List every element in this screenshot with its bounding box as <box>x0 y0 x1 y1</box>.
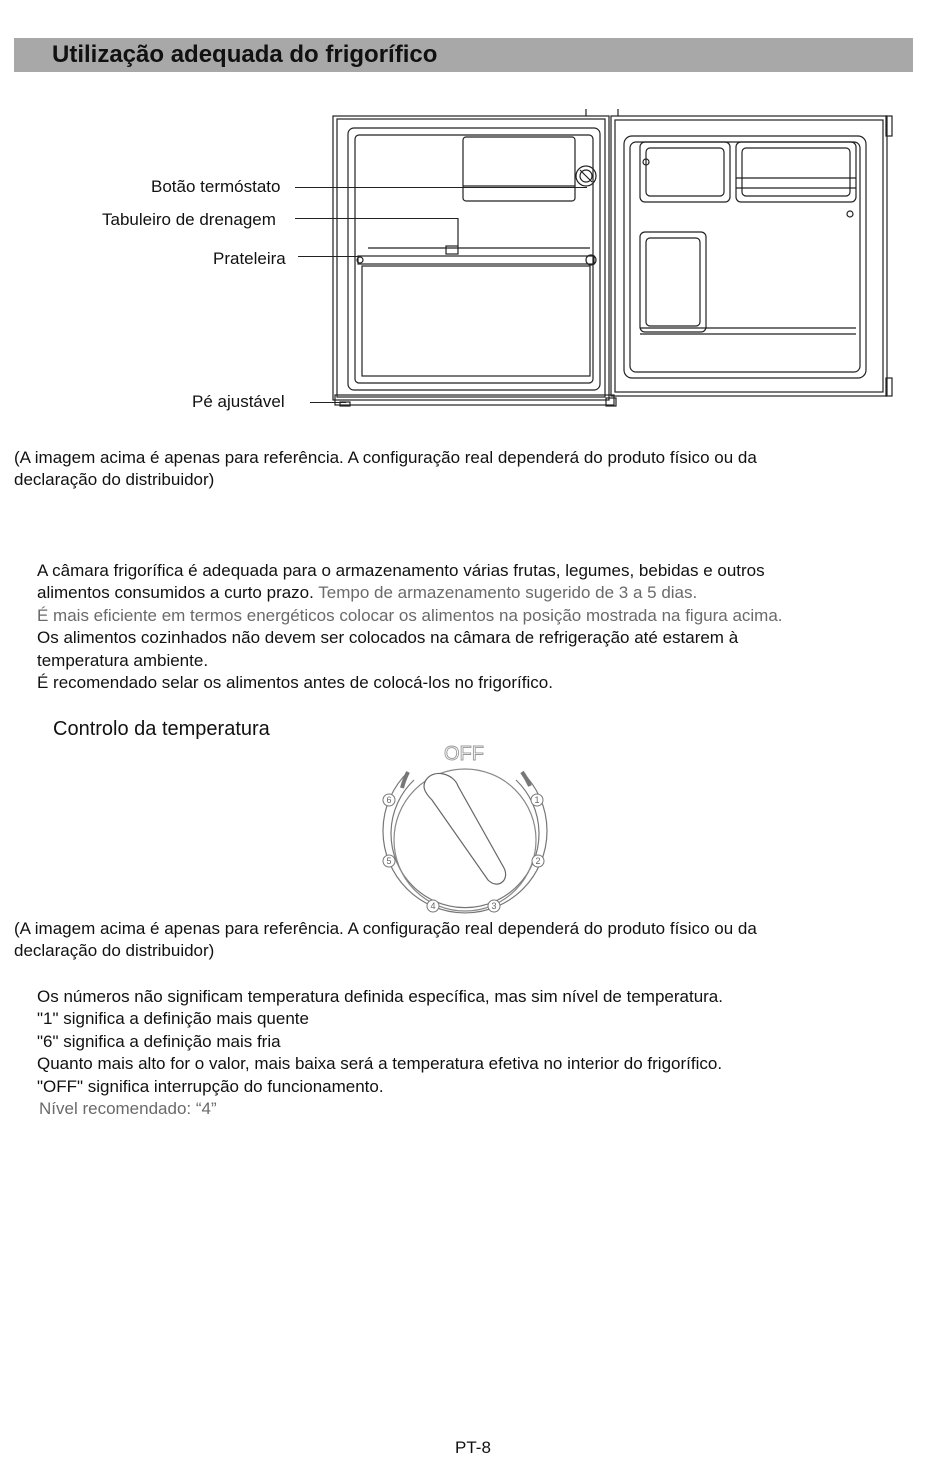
note-line: declaração do distribuidor) <box>14 470 215 490</box>
storage-time-text: Tempo de armazenamento sugerido de 3 a 5 dias. <box>313 583 698 603</box>
thermostat-dial <box>372 740 562 920</box>
page-title: Utilização adequada do frigorífico <box>52 41 438 68</box>
temperature-control-title: Controlo da temperatura <box>53 718 270 740</box>
note-line: declaração do distribuidor) <box>14 941 215 961</box>
leader-line <box>310 402 346 403</box>
explanation-line: Quanto mais alto for o valor, mais baixa será a temperatura efetiva no interior do frigorífico. <box>37 1054 723 1074</box>
leader-line <box>295 218 458 219</box>
dial-number: 6 <box>386 795 392 805</box>
label-shelf: Prateleira <box>213 249 286 268</box>
intro-paragraph <box>37 560 783 694</box>
label-adjustable-foot: Pé ajustável <box>192 392 285 411</box>
intro-line <box>37 582 783 604</box>
leader-line <box>298 256 360 257</box>
intro-line: É recomendado selar os alimentos antes de colocá-los no frigorífico. <box>37 673 553 693</box>
temperature-explanation <box>37 986 723 1120</box>
label-drip-tray: Tabuleiro de drenagem <box>102 210 276 229</box>
dial-number: 1 <box>534 795 540 805</box>
dial-off-label: OFF <box>444 743 484 765</box>
intro-line: A câmara frigorífica é adequada para o armazenamento várias frutas, legumes, bebidas e outros <box>37 561 765 580</box>
dial-number: 3 <box>491 901 497 911</box>
dial-number: 5 <box>386 856 392 866</box>
reference-note <box>14 447 757 492</box>
intro-line: É mais eficiente em termos energéticos colocar os alimentos na posição mostrada na figura acima. <box>37 605 783 625</box>
intro-line: temperatura ambiente. <box>37 650 209 670</box>
section-header <box>14 38 913 72</box>
explanation-line: "1" significa a definição mais quente <box>37 1009 309 1029</box>
note-line: (A imagem acima é apenas para referência. A configuração real dependerá do produto físico ou da <box>14 919 757 938</box>
explanation-line: Os números não significam temperatura definida específica, mas sim nível de temperatura. <box>37 987 723 1006</box>
recommended-level: Nível recomendado: “4” <box>39 1099 217 1119</box>
label-thermostat-knob: Botão termóstato <box>151 177 281 196</box>
reference-note <box>14 918 757 963</box>
note-line: (A imagem acima é apenas para referência. A configuração real dependerá do produto físico ou da <box>14 448 757 467</box>
dial-number: 4 <box>430 901 436 911</box>
explanation-line: "OFF" significa interrupção do funcionamento. <box>37 1076 384 1096</box>
leader-line <box>295 187 587 188</box>
explanation-line: "6" significa a definição mais fria <box>37 1031 281 1051</box>
fridge-diagram <box>328 106 893 411</box>
page-number: PT-8 <box>455 1438 491 1457</box>
intro-text: alimentos consumidos a curto prazo. <box>37 583 314 603</box>
dial-number: 2 <box>535 856 541 866</box>
intro-line: Os alimentos cozinhados não devem ser colocados na câmara de refrigeração até estarem à <box>37 628 739 648</box>
